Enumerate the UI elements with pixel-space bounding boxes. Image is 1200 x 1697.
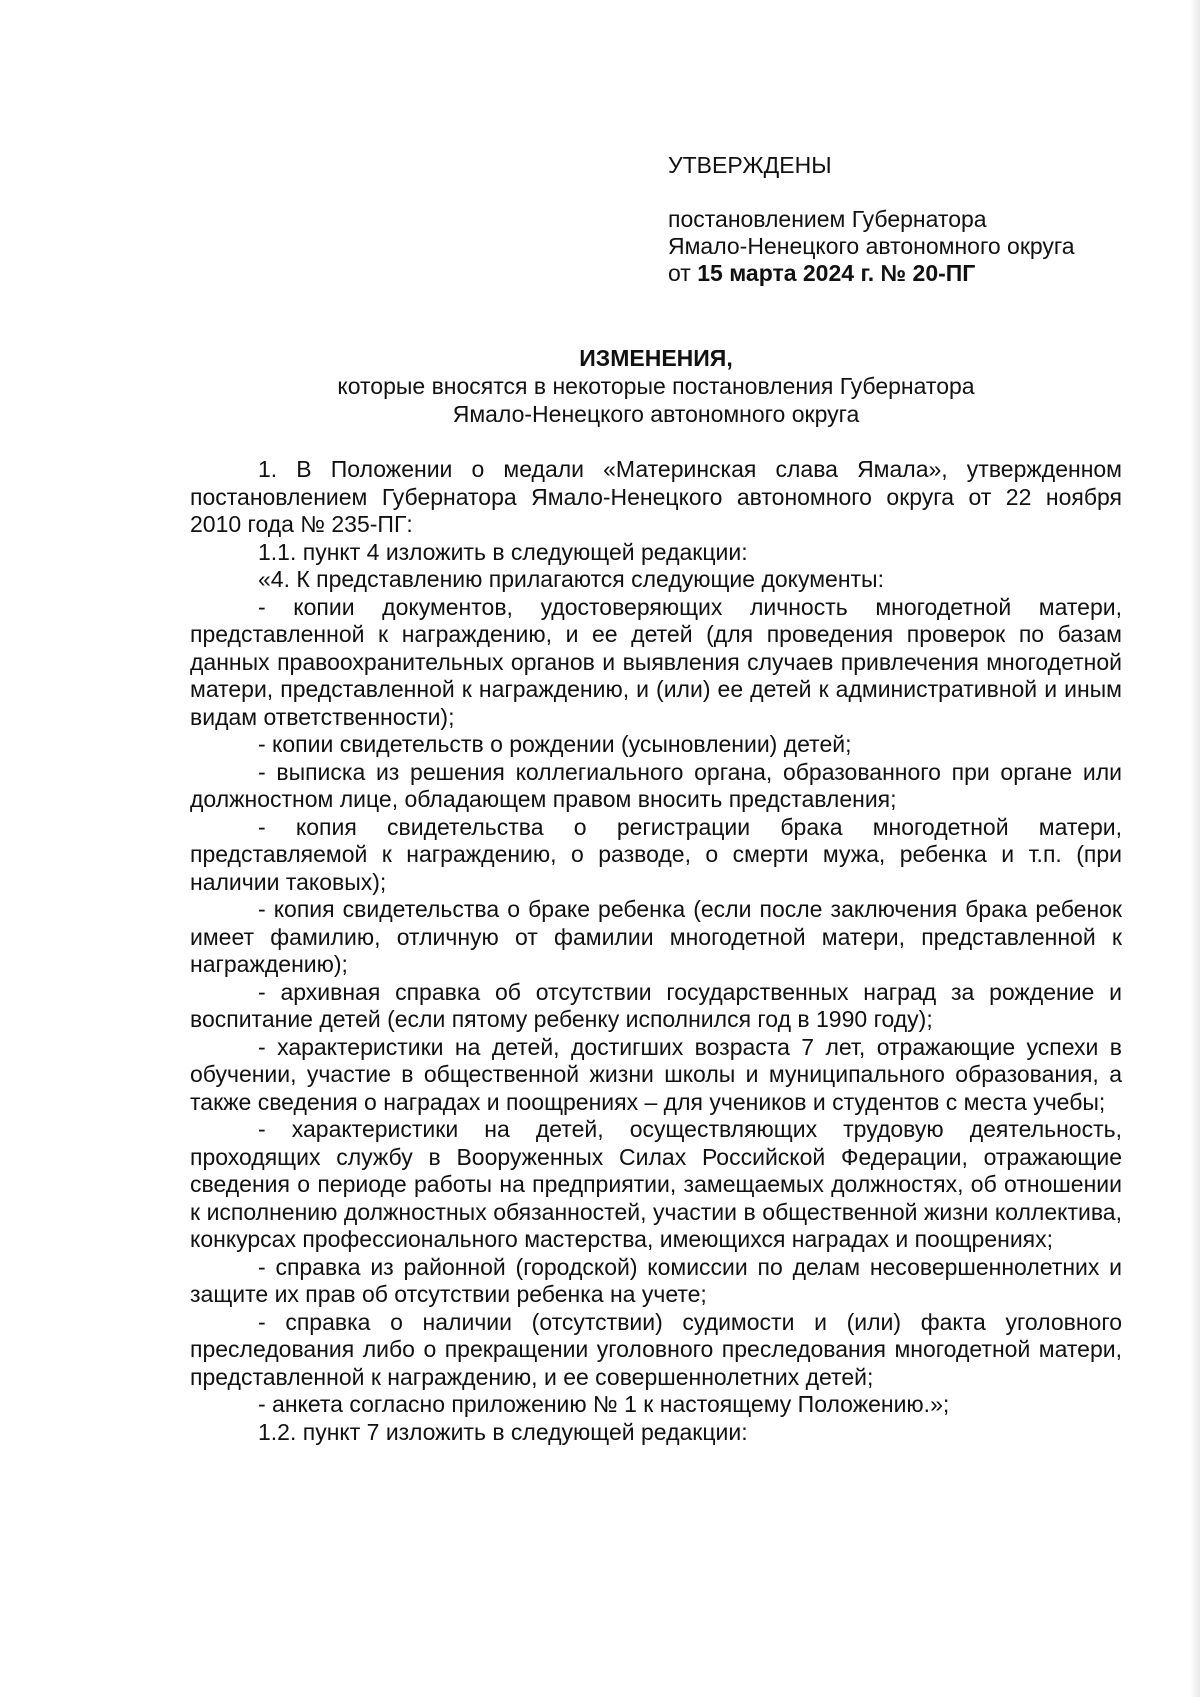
document-subtitle-line-1: которые вносятся в некоторые постановления Губернатора — [337, 373, 975, 399]
paragraph: 1. В Положении о медали «Материнская слава Ямала», утвержденном постановлением Губернатора Ямало-Ненецкого автономного округа от 22 ноября 2010 года № 235-ПГ: — [190, 456, 1122, 537]
approval-date-line — [668, 260, 1128, 287]
paragraph: - анкета согласно приложению № 1 к настоящему Положению.»; — [258, 1391, 950, 1417]
paragraph: 1.1. пункт 4 изложить в следующей редакции: — [258, 538, 748, 565]
document-body — [190, 456, 1122, 1446]
paragraph: - копии документов, удостоверяющих личность многодетной матери, представленной к награждению, и ее детей (для проведения проверок по базам данных правоохранительных органов и выявления случаев привлечения многодетной матери, представленной к награждению, и (или) ее детей к административной и иным видам ответственности); — [190, 593, 1122, 730]
paragraph: - копия свидетельства о браке ребенка (если после заключения брака ребенок имеет фамилию, отличную от фамилии многодетной матери, представленной к награждению); — [190, 896, 1122, 977]
approval-block — [668, 152, 1128, 287]
paragraph: - копия свидетельства о регистрации брака многодетной матери, представляемой к награждению, о разводе, о смерти мужа, ребенка и т.п. (при наличии таковых); — [190, 813, 1122, 895]
paragraph: - копии свидетельств о рождении (усыновлении) детей; — [258, 731, 852, 757]
paragraph: - характеристики на детей, достигших возраста 7 лет, отражающие успехи в обучении, участие в общественной жизни школы и муниципального образования, а также сведения о наградах и поощрениях – для учеников и студентов с места учебы; — [190, 1033, 1122, 1115]
paragraph: «4. К представлению прилагаются следующие документы: — [258, 566, 884, 592]
approval-line-1: постановлением Губернатора — [668, 206, 987, 232]
paragraph: 1.2. пункт 7 изложить в следующей редакции: — [258, 1418, 748, 1445]
page-edge-shadow — [1190, 0, 1200, 1697]
approval-date-number: 15 марта 2024 г. № 20-ПГ — [697, 260, 976, 286]
document-title: ИЗМЕНЕНИЯ, — [579, 345, 733, 371]
paragraph: - справка о наличии (отсутствии) судимости и (или) факта уголовного преследования либо о прекращении уголовного преследования многодетной матери, представленной к награждению, и ее совершеннолетних детей; — [190, 1308, 1122, 1390]
document-heading — [190, 344, 1122, 428]
approval-date-prefix: от — [668, 260, 698, 286]
paragraph: - характеристики на детей, осуществляющих трудовую деятельность, проходящих службу в Вооруженных Силах Российской Федерации, отражающие сведения о периоде работы на предприятии, замещаемых должностях, об отношении к исполнению должностных обязанностей, участии в общественной жизни коллектива, конкурсах профессионального мастерства, имеющихся наградах и поощрениях; — [190, 1116, 1122, 1252]
paragraph: - архивная справка об отсутствии государственных наград за рождение и воспитание детей (если пятому ребенку исполнился год в 1990 году); — [190, 978, 1122, 1032]
paragraph: - выписка из решения коллегиального органа, образованного при органе или должностном лице, обладающем правом вносить представления; — [190, 758, 1122, 812]
approval-stamp: УТВЕРЖДЕНЫ — [668, 152, 832, 178]
paragraph: - справка из районной (городской) комиссии по делам несовершеннолетних и защите их прав об отсутствии ребенка на учете; — [190, 1253, 1122, 1307]
approval-line-2: Ямало-Ненецкого автономного округа — [668, 233, 1075, 259]
document-subtitle-line-2: Ямало-Ненецкого автономного округа — [452, 401, 860, 427]
